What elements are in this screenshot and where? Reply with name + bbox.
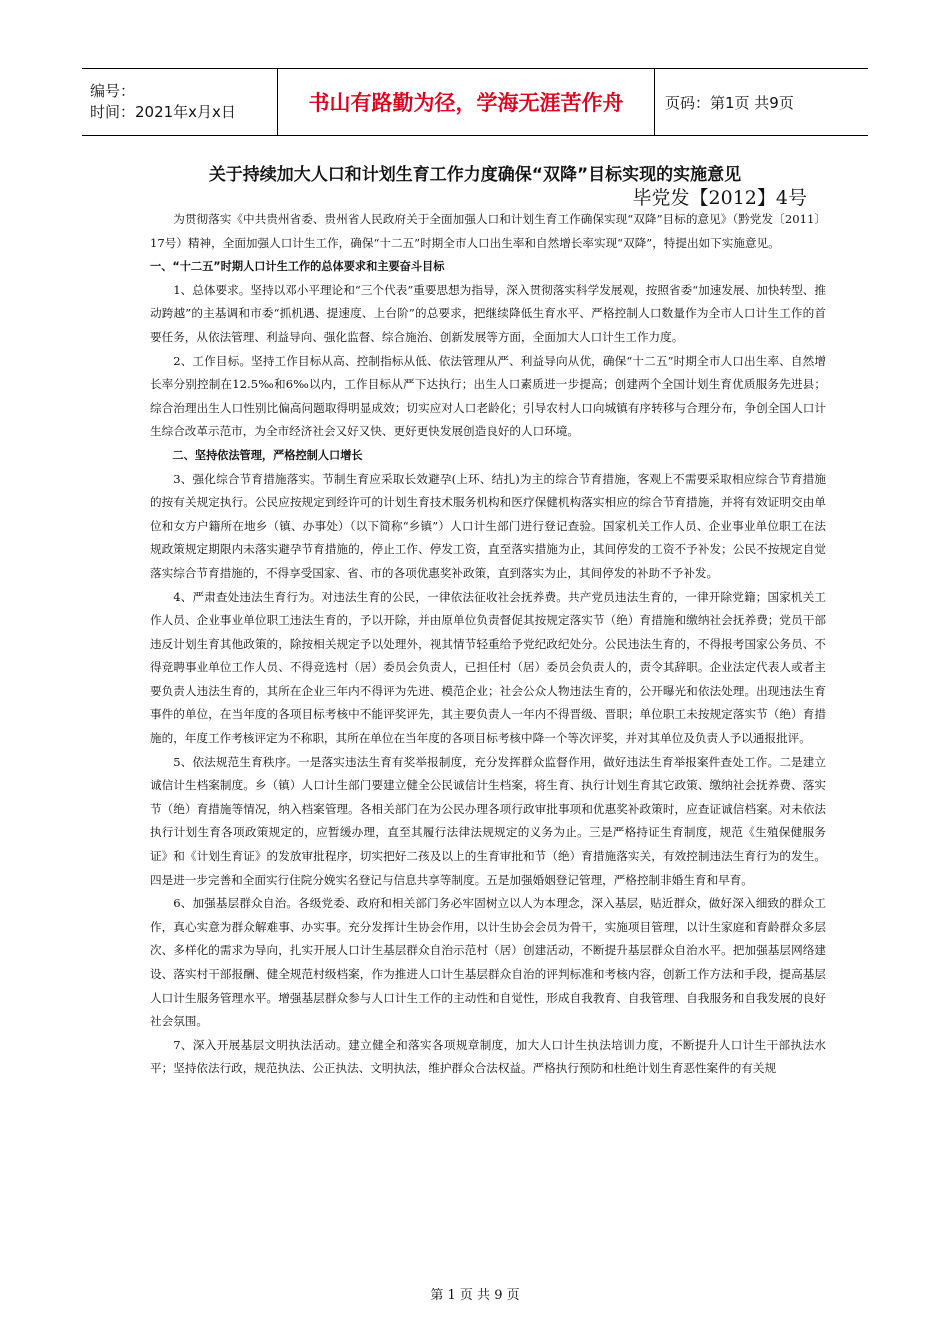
paragraph-item-1: 1、总体要求。坚持以邓小平理论和“三个代表”重要思想为指导，深入贯彻落实科学发展观，按照省委“加速发展、加快转型、推动跨越”的主基调和市委“抓机遇、提速度、上台阶”的总要求，把继续降低生育水平、严格控制人口数量作为全市人口计生工作的首要任务，从依法管理、利益导向、强化监督、综合施治、创新发展等方面，全面加大人口计生工作力度。 <box>150 282 826 344</box>
doc-time-label: 时间：2021年x月x日 <box>90 103 236 121</box>
header-motto: 书山有路勤为径，学海无涯苦作舟 <box>308 91 624 115</box>
document-body <box>150 208 826 1081</box>
header-page-cell <box>655 69 868 135</box>
header-table <box>82 68 868 136</box>
header-motto-cell <box>277 69 655 135</box>
paragraph-item-3: 3、强化综合节育措施落实。节制生育应采取长效避孕(上环、结扎)为主的综合节育措施，客观上不需要采取相应综合节育措施的按有关规定执行。公民应按规定到经许可的计划生育技术服务机构和医疗保健机构落实相应的综合节育措施，并将有效证明交由单位和女方户籍所在地乡（镇、办事处）（以下简称“乡镇”）人口计生部门进行登记查验。国家机关工作人员、企业事业单位职工在法规政策规定期限内未落实避孕节育措施的，停止工作、停发工资，直至落实措施为止，其间停发的工资不予补发；公民不按规定自觉落实综合节育措施的，不得享受国家、省、市的各项优惠奖补政策，直到落实为止，其间停发的补助不予补发。 <box>150 471 826 580</box>
document-title: 关于持续加大人口和计划生育工作力度确保“双降”目标实现的实施意见 <box>208 165 742 185</box>
section-heading-1: 一、“十二五”时期人口计生工作的总体要求和主要奋斗目标 <box>150 260 445 274</box>
header-page-label: 页码：第1页 共9页 <box>665 93 794 112</box>
doc-number-label: 编号： <box>90 82 136 100</box>
paragraph-item-7: 7、深入开展基层文明执法活动。建立健全和落实各项规章制度，加大人口计生执法培训力度，不断提升人口计生干部执法水平；坚持依法行政，规范执法、公正执法、文明执法，维护群众合法权益。严格执行预防和杜绝计划生育恶性案件的有关规 <box>150 1037 826 1076</box>
paragraph-intro: 为贯彻落实《中共贵州省委、贵州省人民政府关于全面加强人口和计划生育工作确保实现“双降”目标的意见》（黔党发〔2011〕17号）精神，全面加强人口计生工作，确保“十二五”时期全市人口出生率和自然增长率实现“双降”，特提出如下实施意见。 <box>150 212 826 250</box>
paragraph-item-2: 2、工作目标。坚持工作目标从高、控制指标从低、依法管理从严、利益导向从优，确保“十二五”时期全市人口出生率、自然增长率分别控制在12.5‰和6‰以内，工作目标从严下达执行；出生人口素质进一步提高；创建两个全国计划生育优质服务先进县；综合治理出生人口性别比偏高问题取得明显成效；切实应对人口老龄化；引导农村人口向城镇有序转移与合理分布，争创全国人口计生综合改革示范市，为全市经济社会又好又快、更好更快发展创造良好的人口环境。 <box>150 353 826 439</box>
page-footer: 第 1 页 共 9 页 <box>430 1288 520 1303</box>
paragraph-item-4: 4、严肃查处违法生育行为。对违法生育的公民，一律依法征收社会抚养费。共产党员违法生育的，一律开除党籍；国家机关工作人员、企业事业单位职工违法生育的，予以开除，并由原单位负责督促其按规定落实节（绝）育措施和缴纳社会抚养费；党员干部违反计划生育其他政策的，除按相关规定予以处理外，视其情节轻重给予党纪政纪处分。公民违法生育的，不得报考国家公务员、不得竞聘事业单位工作人员、不得竞选村（居）委员会负责人，已担任村（居）委员会负责人的，责令其辞职。企业法定代表人或者主要负责人违法生育的，其所在企业三年内不得评为先进、模范企业；社会公众人物违法生育的，公开曝光和依法处理。出现违法生育事件的单位，在当年度的各项目标考核中不能评奖评先，其主要负责人一年内不得晋级、晋职；单位职工未按规定落实节（绝）育措施的，年度工作考核评定为不称职，其所在单位在当年度的各项目标考核中降一个等次评奖，并对其单位及负责人予以通报批评。 <box>150 589 826 746</box>
section-heading-2: 二、坚持依法管理，严格控制人口增长 <box>172 448 363 462</box>
paragraph-item-5: 5、依法规范生育秩序。一是落实违法生育有奖举报制度，充分发挥群众监督作用，做好违法生育举报案件查处工作。二是建立诚信计生档案制度。乡（镇）人口计生部门要建立健全公民诚信计生档案，将生育、执行计划生育其它政策、缴纳社会抚养费、落实节（绝）育措施等情况，纳入档案管理。各相关部门在为公民办理各项行政审批事项和优惠奖补政策时，应查证诚信档案。对未依法执行计划生育各项政策规定的，应暂缓办理，直至其履行法律法规规定的义务为止。三是严格持证生育制度，规范《生殖保健服务证》和《计划生育证》的发放审批程序，切实把好二孩及以上的生育审批和节（绝）育措施落实关，有效控制违法生育行为的发生。四是进一步完善和全面实行住院分娩实名登记与信息共享等制度。五是加强婚姻登记管理，严格控制非婚生育和早育。 <box>150 754 826 887</box>
document-number: 毕党发【2012】4号 <box>632 187 807 209</box>
paragraph-item-6: 6、加强基层群众自治。各级党委、政府和相关部门务必牢固树立以人为本理念，深入基层，贴近群众，做好深入细致的群众工作，真心实意为群众解难事、办实事。充分发挥计生协会作用，以计生协会会员为骨干，实施项目管理，以计生家庭和育龄群众多层次、多样化的需求为导向，扎实开展人口计生基层群众自治示范村（居）创建活动，不断提升基层群众自治水平。把加强基层网络建设、落实村干部报酬、健全规范村级档案，作为推进人口计生基层群众自治的评判标准和考核内容，创新工作方法和手段，提高基层人口计生服务管理水平。增强基层群众参与人口计生工作的主动性和自觉性，形成自我教育、自我管理、自我服务和自我发展的良好社会氛围。 <box>150 896 826 1029</box>
header-meta <box>82 69 277 135</box>
